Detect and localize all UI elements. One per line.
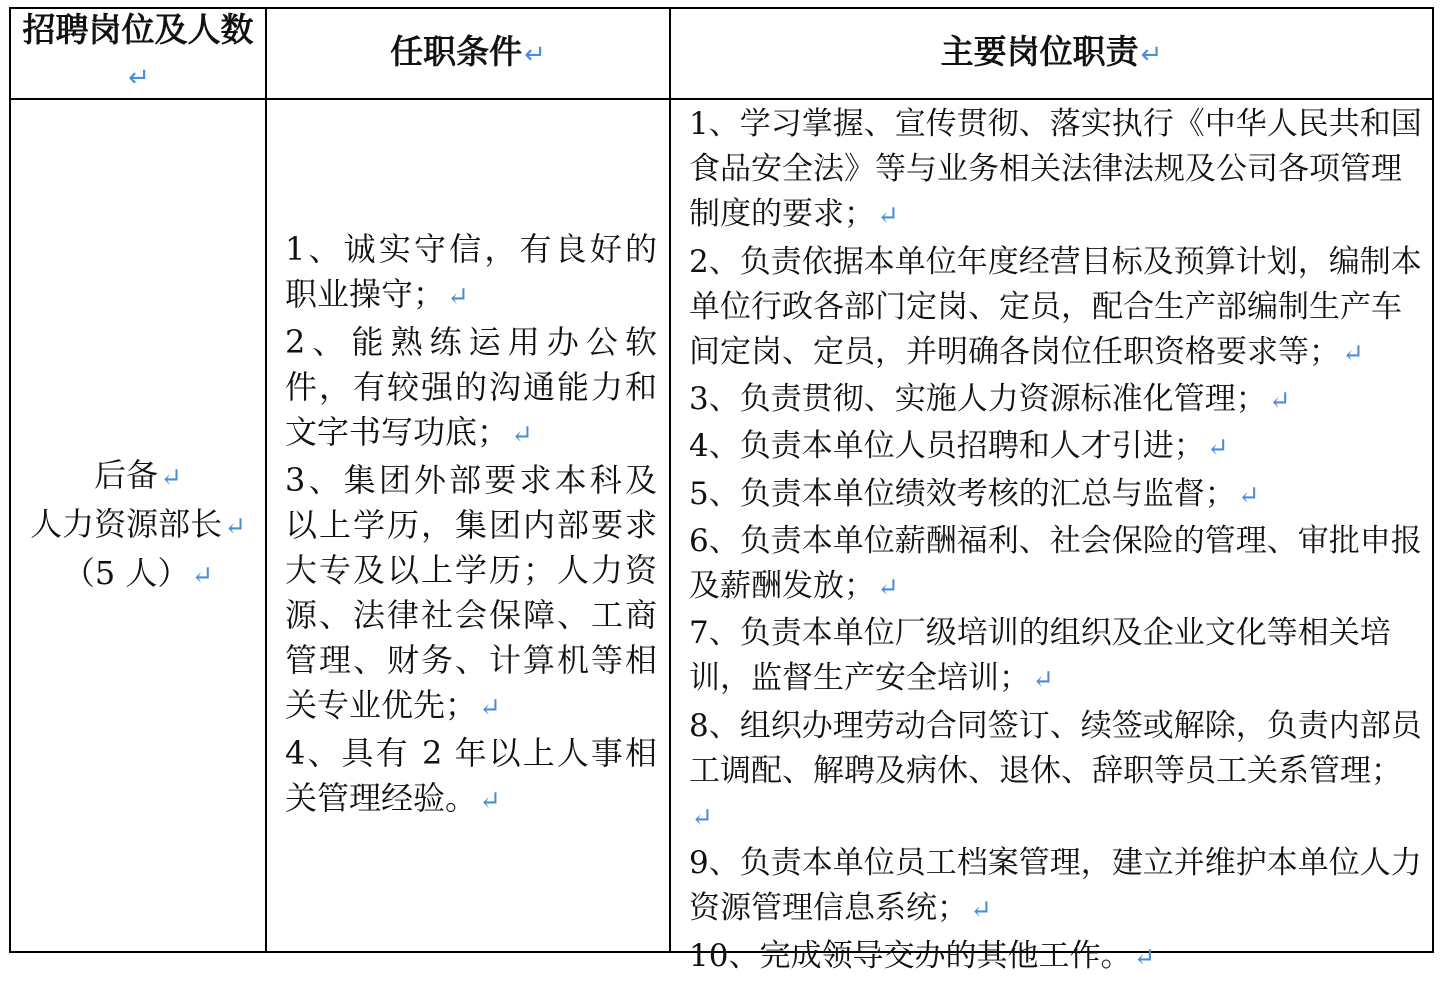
paragraph-mark-icon: ↵ (691, 803, 713, 834)
header-requirements (267, 9, 669, 98)
paragraph-mark-icon: ↵ (191, 561, 214, 591)
responsibility-item: 5、负责本单位绩效考核的汇总与监督；↵ (689, 475, 1260, 512)
paragraph-mark-icon: ↵ (479, 786, 501, 816)
paragraph-mark-icon: ↵ (128, 62, 150, 93)
paragraph-mark-icon: ↵ (1133, 942, 1156, 973)
paragraph-mark-icon: ↵ (1206, 433, 1229, 464)
header-position-count-label: 招聘岗位及人数 (22, 9, 254, 49)
responsibilities-cell[interactable] (671, 100, 1432, 974)
responsibility-item: 7、负责本单位厂级培训的组织及企业文化等相关培训，监督生产安全培训；↵ (689, 615, 1391, 697)
responsibility-item: 6、负责本单位薪酬福利、社会保险的管理、审批申报及薪酬发放；↵ (689, 522, 1422, 605)
responsibility-item: 9、负责本单位员工档案管理，建立并维护本单位人力资源管理信息系统；↵ (689, 845, 1422, 927)
responsibility-item: 3、负责贯彻、实施人力资源标准化管理；↵ (689, 381, 1291, 418)
responsibility-item: 1、学习掌握、宣传贯彻、落实执行《中华人民共和国食品安全法》等与业务相关法律法规及公司各项管理制度的要求；↵ (689, 106, 1422, 233)
responsibility-item: 4、负责本单位人员招聘和人才引进；↵ (689, 428, 1229, 465)
position-cell (11, 100, 265, 951)
paragraph-mark-icon: ↵ (1237, 480, 1260, 511)
paragraph-mark-icon: ↵ (1268, 386, 1291, 417)
requirement-item: 4、具有 2 年以上人事相关管理经验。↵ (285, 734, 657, 817)
requirement-item: 3、集团外部要求本科及以上学历，集团内部要求大专及以上学历；人力资源、法律社会保障、工商管理、财务、计算机等相关专业优先；↵ (285, 461, 657, 724)
paragraph-mark-icon: ↵ (970, 895, 992, 926)
position-line: 人力资源部长↵ (30, 505, 246, 543)
paragraph-mark-icon: ↵ (447, 282, 469, 312)
paragraph-mark-icon: ↵ (224, 512, 246, 542)
paragraph-mark-icon: ↵ (1342, 339, 1364, 370)
paragraph-mark-icon: ↵ (877, 201, 899, 232)
header-responsibilities-label: 主要岗位职责 (940, 32, 1139, 71)
header-requirements-label: 任职条件 (390, 32, 523, 71)
paragraph-mark-icon: ↵ (1140, 40, 1163, 70)
header-position-count (11, 9, 265, 98)
header-responsibilities (671, 9, 1432, 98)
position-line: 后备↵ (94, 456, 182, 494)
requirements-cell[interactable] (267, 100, 669, 951)
paragraph-mark-icon: ↵ (160, 463, 182, 493)
paragraph-mark-icon: ↵ (1032, 665, 1054, 696)
paragraph-mark-icon: ↵ (877, 573, 899, 604)
requirement-item: 2、能熟练运用办公软件，有较强的沟通能力和文字书写功底；↵ (285, 323, 657, 451)
paragraph-mark-icon: ↵ (511, 420, 533, 450)
responsibility-item: 8、组织办理劳动合同签订、续签或解除，负责内部员工调配、解聘及病休、退休、辞职等员工关系管理；↵ (689, 707, 1422, 834)
position-line: （5 人）↵ (62, 554, 214, 592)
paragraph-mark-icon: ↵ (524, 40, 546, 70)
responsibility-item: 2、负责依据本单位年度经营目标及预算计划，编制本单位行政各部门定岗、定员，配合生产部编制生产车间定岗、定员，并明确各岗位任职资格要求等；↵ (689, 243, 1422, 371)
paragraph-mark-icon: ↵ (479, 693, 501, 723)
responsibility-item: 10、完成领导交办的其他工作。↵ (689, 937, 1156, 974)
requirement-item: 1、诚实守信，有良好的职业操守；↵ (285, 230, 657, 313)
recruitment-table (9, 7, 1434, 974)
